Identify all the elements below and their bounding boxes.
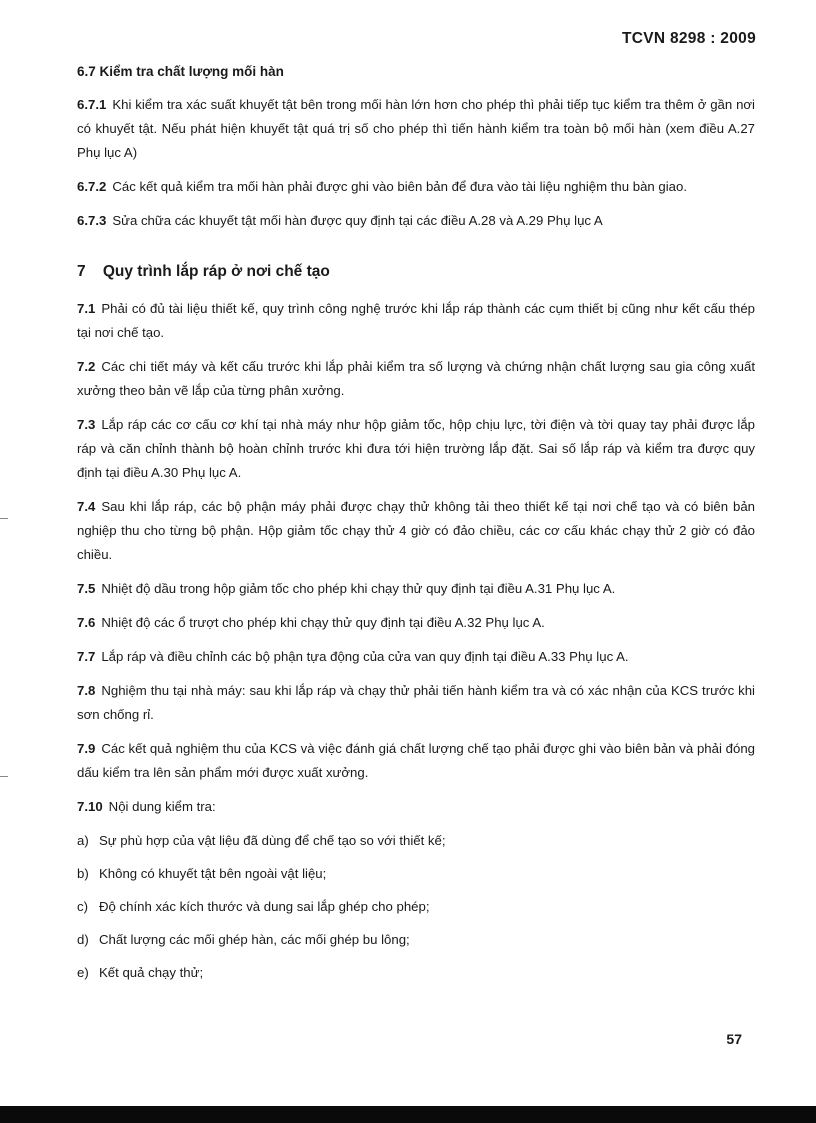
list-marker: c) (77, 899, 88, 914)
clause-7-8 (77, 679, 755, 727)
list-text: Sự phù hợp của vật liệu đã dùng để chế tạo so với thiết kế; (99, 833, 446, 848)
list-text: Độ chính xác kích thước và dung sai lắp ghép cho phép; (99, 899, 430, 914)
clause-7-7 (77, 645, 755, 669)
list-item-d (77, 928, 755, 952)
clause-text: Nhiệt độ các ổ trượt cho phép khi chạy thử quy định tại điều A.32 Phụ lục A. (101, 615, 545, 630)
clause-7-9 (77, 737, 755, 785)
list-text: Kết quả chạy thử; (99, 965, 204, 980)
clause-text: Nhiệt độ dầu trong hộp giảm tốc cho phép khi chạy thử quy định tại điều A.31 Phụ lục A. (101, 581, 616, 596)
clause-7-1 (77, 297, 755, 345)
clause-number: 7.5 (77, 581, 96, 596)
clause-number: 7.3 (77, 417, 96, 432)
list-text: Chất lượng các mối ghép hàn, các mối ghép bu lông; (99, 932, 410, 947)
clause-6-7-2 (77, 175, 755, 199)
section-heading-7: 7 Quy trình lắp ráp ở nơi chế tạo (77, 263, 330, 280)
clause-number: 6.7.1 (77, 97, 107, 112)
clause-text: Nghiệm thu tại nhà máy: sau khi lắp ráp và chạy thử phải tiến hành kiểm tra và có xác nhận của KCS trước khi sơn chống rỉ. (77, 683, 755, 722)
clause-text: Các kết quả nghiệm thu của KCS và việc đánh giá chất lượng chế tạo phải được ghi vào biên bản và phải đóng dấu kiểm tra lên sản phẩm mới được xuất xưởng. (77, 741, 755, 780)
clause-text: Các chi tiết máy và kết cấu trước khi lắp phải kiểm tra số lượng và chứng nhận chất lượng sau gia công xuất xưởng theo bản vẽ lắp của từng phân xưởng. (77, 359, 755, 398)
list-marker: d) (77, 932, 89, 947)
clause-7-5 (77, 577, 755, 601)
clause-text: Sau khi lắp ráp, các bộ phận máy phải được chạy thử không tải theo thiết kế tại nơi chế tạo và có biên bản nghiệp thu cho từng bộ phận. Hộp giảm tốc chạy thử 4 giờ có đảo chiều, các cơ cấu khác chạy thử 2 giờ có đảo chiều. (77, 499, 755, 562)
clause-7-6 (77, 611, 755, 635)
section-heading-6-7: 6.7 Kiểm tra chất lượng mối hàn (77, 64, 284, 79)
clause-number: 7.4 (77, 499, 96, 514)
scan-edge-mark (0, 518, 8, 519)
clause-text: Khi kiểm tra xác suất khuyết tật bên trong mối hàn lớn hơn cho phép thì phải tiếp tục kiểm tra thêm ở gần nơi có khuyết tật. Nếu phát hiện khuyết tật quá trị số cho phép thì tiến hành kiểm tra toàn bộ mối hàn (xem điều A.27 Phụ lục A) (77, 97, 755, 160)
clause-number: 7.2 (77, 359, 96, 374)
clause-text: Các kết quả kiểm tra mối hàn phải được ghi vào biên bản để đưa vào tài liệu nghiệm thu bàn giao. (112, 179, 688, 194)
clause-7-10 (77, 795, 755, 819)
clause-text: Phải có đủ tài liệu thiết kế, quy trình công nghệ trước khi lắp ráp thành các cụm thiết bị cũng như kết cấu thép tại nơi chế tạo. (77, 301, 755, 340)
clause-text: Nội dung kiểm tra: (108, 799, 216, 814)
clause-text: Lắp ráp và điều chỉnh các bộ phận tựa động của cửa van quy định tại điều A.33 Phụ lục A. (101, 649, 629, 664)
list-item-e (77, 961, 755, 985)
clause-number: 7.7 (77, 649, 96, 664)
list-item-c (77, 895, 755, 919)
document-code: TCVN 8298 : 2009 (621, 30, 756, 47)
clause-number: 7.6 (77, 615, 96, 630)
page-number: 57 (726, 1031, 742, 1047)
clause-number: 7.9 (77, 741, 96, 756)
clause-6-7-1 (77, 93, 755, 165)
clause-text: Lắp ráp các cơ cấu cơ khí tại nhà máy như hộp giảm tốc, hộp chịu lực, tời điện và tời quay tay phải được lắp ráp và căn chỉnh thành bộ hoàn chỉnh trước khi đưa tới hiện trường lắp đặt. Sai số lắp ráp và kiểm tra được quy định tại điều A.30 Phụ lục A. (77, 417, 755, 480)
clause-number: 7.1 (77, 301, 96, 316)
clause-7-4 (77, 495, 755, 567)
list-item-a (77, 829, 755, 853)
list-marker: a) (77, 833, 89, 848)
clause-number: 7.10 (77, 799, 103, 814)
clause-6-7-3 (77, 209, 755, 233)
scan-edge-mark (0, 776, 8, 777)
scan-bottom-border (0, 1106, 816, 1123)
list-marker: e) (77, 965, 89, 980)
clause-7-2 (77, 355, 755, 403)
page-content (77, 64, 755, 994)
list-item-b (77, 862, 755, 886)
list-marker: b) (77, 866, 89, 881)
clause-number: 6.7.3 (77, 213, 107, 228)
list-text: Không có khuyết tật bên ngoài vật liệu; (99, 866, 327, 881)
clause-number: 7.8 (77, 683, 96, 698)
clause-number: 6.7.2 (77, 179, 107, 194)
clause-text: Sửa chữa các khuyết tật mối hàn được quy định tại các điều A.28 và A.29 Phụ lục A (112, 213, 603, 228)
clause-7-3 (77, 413, 755, 485)
